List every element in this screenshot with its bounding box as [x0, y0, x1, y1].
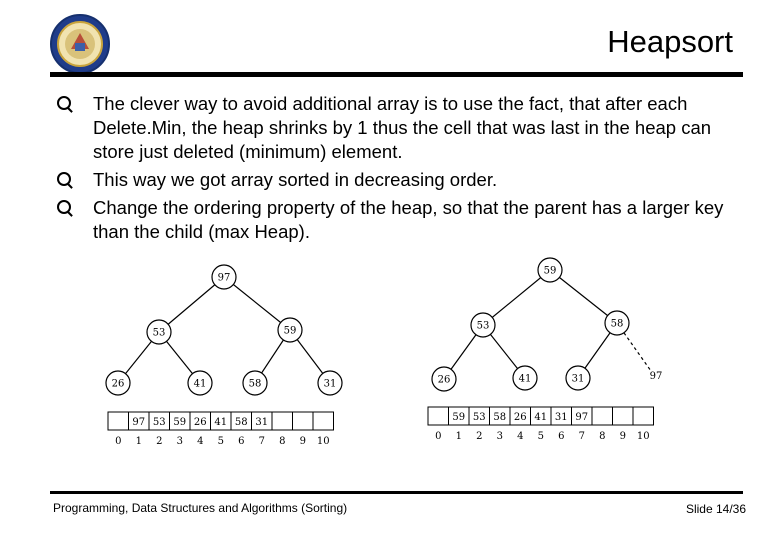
heap-figure-before [100, 255, 350, 459]
heap-node-label: 59 [283, 325, 297, 337]
slide-number: Slide 14/36 [685, 502, 746, 516]
heap-node-label: 53 [152, 327, 166, 339]
array-cell-value: 41 [214, 417, 228, 428]
array-index-label: 8 [279, 436, 286, 447]
array-index-label: 0 [435, 431, 442, 442]
array-cell-value: 31 [554, 412, 568, 423]
array-cell-value: 58 [493, 412, 507, 423]
array-index-label: 7 [258, 436, 265, 447]
heap-diagram-before [100, 255, 350, 455]
array-cell-value: 26 [513, 412, 527, 423]
heap-node-label: 31 [323, 378, 337, 390]
array-index-label: 10 [636, 431, 650, 442]
array-cell-value: 41 [534, 412, 548, 423]
array-cell-value: 26 [193, 417, 207, 428]
array-cell [313, 412, 334, 430]
tree-edge [550, 270, 617, 323]
detached-value: 97 [649, 371, 663, 382]
array-index-label: 4 [517, 431, 524, 442]
array-cell-value: 59 [452, 412, 466, 423]
bullet-icon [57, 172, 71, 186]
heap-node-label: 41 [193, 378, 207, 390]
heap-node-label: 26 [437, 374, 451, 386]
array-index-label: 2 [476, 431, 483, 442]
title-divider [50, 72, 743, 77]
tree-edge [224, 277, 290, 330]
heap-node-label: 26 [111, 378, 125, 390]
array-index-label: 3 [176, 436, 183, 447]
array-index-label: 6 [238, 436, 245, 447]
array-index-label: 5 [217, 436, 224, 447]
heap-diagram-after [420, 255, 670, 455]
heap-node-label: 31 [571, 373, 585, 385]
bullet-list [57, 92, 747, 248]
array-cell [293, 412, 314, 430]
bullet-item: Change the ordering property of the heap, so that the parent has a larger key than the child (max Heap). [57, 196, 747, 244]
array-cell-value: 53 [152, 417, 166, 428]
array-cell-value: 97 [575, 412, 589, 423]
array-cell-value: 53 [472, 412, 486, 423]
array-cell-value: 97 [132, 417, 146, 428]
bullet-icon [57, 200, 71, 214]
array-cell-value: 58 [234, 417, 248, 428]
bullet-item: The clever way to avoid additional array is to use the fact, that after each Delete.Min, the heap shrinks by 1 thus the cell that was last in the heap can store just deleted (minimum) element. [57, 92, 747, 164]
heap-node-label: 58 [248, 378, 262, 390]
array-cell-value: 31 [255, 417, 269, 428]
array-index-label: 8 [599, 431, 606, 442]
bullet-icon [57, 96, 71, 110]
heap-node-label: 59 [543, 265, 557, 277]
bullet-item: This way we got array sorted in decreasing order. [57, 168, 747, 192]
array-cell [613, 407, 634, 425]
array-cell [108, 412, 129, 430]
tree-edge [159, 277, 224, 332]
array-index-label: 1 [135, 436, 142, 447]
array-index-label: 7 [578, 431, 585, 442]
array-cell-value: 59 [173, 417, 187, 428]
array-cell [272, 412, 293, 430]
array-cell [633, 407, 654, 425]
array-index-label: 5 [537, 431, 544, 442]
array-index-label: 10 [316, 436, 330, 447]
heap-node-label: 41 [518, 373, 532, 385]
array-index-label: 2 [156, 436, 163, 447]
heap-node-label: 53 [476, 320, 490, 332]
heap-figure-after [420, 255, 670, 459]
array-index-label: 9 [299, 436, 306, 447]
footer-divider [50, 491, 743, 494]
array-index-label: 6 [558, 431, 565, 442]
tree-edge [483, 270, 550, 325]
array-index-label: 4 [197, 436, 204, 447]
slide-title: Heapsort [607, 24, 733, 59]
university-seal-logo [49, 13, 111, 75]
heap-node-label: 97 [217, 272, 231, 284]
array-cell [592, 407, 613, 425]
array-index-label: 3 [496, 431, 503, 442]
array-cell [428, 407, 449, 425]
array-index-label: 9 [619, 431, 626, 442]
array-index-label: 1 [455, 431, 462, 442]
array-index-label: 0 [115, 436, 122, 447]
footer-course: Programming, Data Structures and Algorithms (Sorting) [53, 501, 348, 515]
heap-node-label: 58 [610, 318, 624, 330]
